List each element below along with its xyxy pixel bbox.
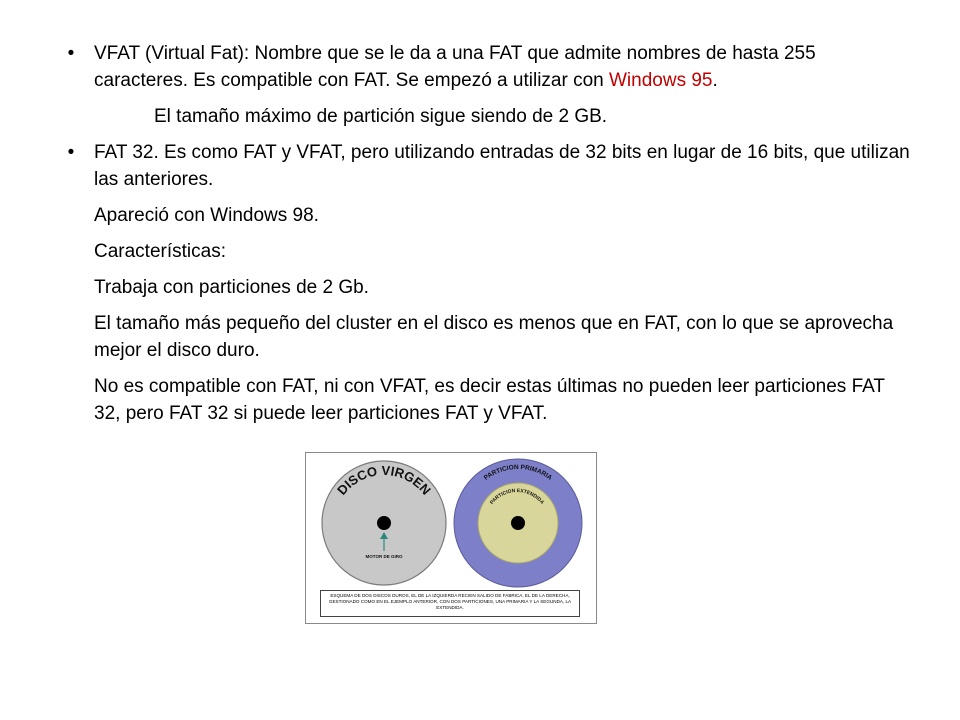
appeared-note: Apareció con Windows 98. bbox=[94, 205, 319, 226]
feature-item: El tamaño más pequeño del cluster en el disco es menos que en FAT, con lo que se aprovecha mejor el disco duro. bbox=[94, 313, 894, 361]
feature-item: Trabaja con particiones de 2 Gb. bbox=[94, 277, 369, 298]
feature-item: No es compatible con FAT, ni con VFAT, es decir estas últimas no pueden leer particiones FAT 32, pero FAT 32 si puede leer particiones FAT y VFAT. bbox=[94, 376, 885, 424]
disk-diagram bbox=[305, 452, 597, 624]
virgin-disk-label: DISCO VIRGEN bbox=[334, 462, 434, 498]
bullet-dot: • bbox=[67, 142, 75, 163]
fat32-text: FAT 32. Es como FAT y VFAT, pero utilizando entradas de 32 bits en lugar de 16 bits, que utilizan las anteriores. bbox=[94, 142, 910, 190]
vfat-text: VFAT (Virtual Fat): Nombre que se le da a una FAT que admite nombres de hasta 255 caracteres. Es compatible con FAT. Se empezó a utilizar con bbox=[94, 43, 816, 91]
windows95-highlight: Windows 95 bbox=[609, 70, 713, 91]
extended-partition-label: PARTICION EXTENDIDA bbox=[489, 487, 545, 506]
bullet-dot: • bbox=[67, 43, 75, 64]
motor-label: MOTOR DE GIRO bbox=[365, 554, 403, 559]
slide-body bbox=[62, 40, 912, 436]
spindle-right bbox=[511, 516, 525, 530]
partition-size-note: El tamaño máximo de partición sigue siendo de 2 GB. bbox=[154, 106, 608, 127]
spindle-left bbox=[377, 516, 391, 530]
primary-partition-label: PARTICION PRIMARIA bbox=[482, 463, 554, 482]
bullet-fat32 bbox=[62, 139, 912, 193]
bullet-vfat bbox=[62, 40, 912, 94]
vfat-tail: . bbox=[712, 70, 718, 91]
figure-caption: ESQUEMA DE DOS DISCOS DUROS, EL DE LA IZQUIERDA RECIEN SALIDO DE FABRICA, EL DE LA DERECHA, GESTIONADO COMO EN EL EJEMPLO ANTERIOR, CON DOS PARTICIONES, UNA PRIMARIA Y LA SEGUNDA, LA EXTENDIDA. bbox=[320, 590, 580, 617]
features-heading: Características: bbox=[94, 241, 226, 262]
